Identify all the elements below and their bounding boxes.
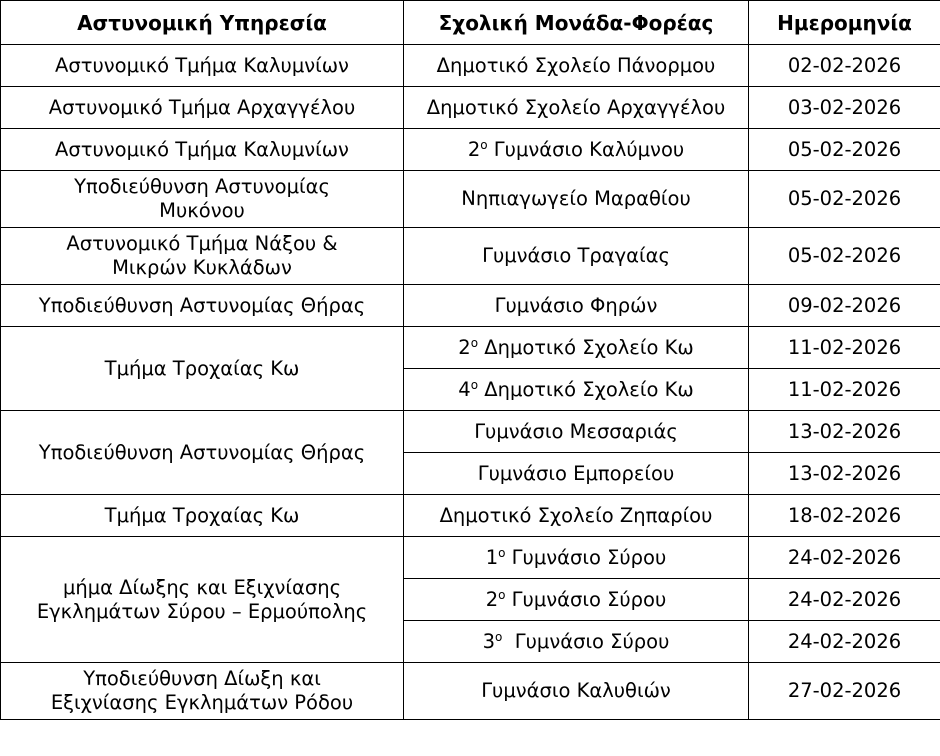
service-cell: Αστυνομικό Τμήμα Καλυμνίων (1, 129, 404, 171)
school-name: Γυμνάσιο Σύρου (502, 629, 670, 653)
service-line: μήμα Δίωξης και Εξιχνίασης (62, 575, 342, 599)
header-service: Αστυνομική Υπηρεσία (1, 1, 404, 45)
date-cell: 13-02-2026 (749, 453, 940, 495)
service-cell (1, 228, 404, 285)
school-number: 2 (467, 137, 481, 161)
school-cell: Δημοτικό Σχολείο Αρχαγγέλου (404, 87, 749, 129)
table-row (1, 663, 940, 720)
school-cell (404, 129, 749, 171)
service-cell: Υποδιεύθυνση Αστυνομίας Θήρας (1, 285, 404, 327)
ordinal-suffix: ο (495, 629, 503, 644)
ordinal-suffix: ο (498, 587, 506, 602)
table-row (1, 228, 940, 285)
school-name: Γυμνάσιο Καλύμνου (487, 137, 685, 161)
service-cell: Τμήμα Τροχαίας Κω (1, 327, 404, 411)
date-cell: 11-02-2026 (749, 369, 940, 411)
date-cell: 05-02-2026 (749, 129, 940, 171)
date-cell: 24-02-2026 (749, 621, 940, 663)
header-school: Σχολική Μονάδα-Φορέας (404, 1, 749, 45)
header-date: Ημερομηνία (749, 1, 940, 45)
date-cell: 02-02-2026 (749, 45, 940, 87)
school-cell: Νηπιαγωγείο Μαραθίου (404, 171, 749, 228)
school-name: Δημοτικό Σχολείο Κω (478, 377, 694, 401)
date-cell: 05-02-2026 (749, 171, 940, 228)
school-number: 1 (485, 545, 499, 569)
date-cell: 13-02-2026 (749, 411, 940, 453)
date-cell: 27-02-2026 (749, 663, 940, 720)
service-line: Μικρών Κυκλάδων (112, 256, 292, 279)
date-cell: 09-02-2026 (749, 285, 940, 327)
school-cell: Γυμνάσιο Φηρών (404, 285, 749, 327)
school-number: 3 (482, 629, 496, 653)
service-line: Υποδιεύθυνση Αστυνομίας (74, 175, 330, 198)
service-cell (1, 171, 404, 228)
date-cell: 11-02-2026 (749, 327, 940, 369)
service-cell: Υποδιεύθυνση Αστυνομίας Θήρας (1, 411, 404, 495)
school-cell (404, 537, 749, 579)
service-line: Αστυνομικό Τμήμα Νάξου & (66, 232, 338, 255)
ordinal-suffix: ο (480, 137, 488, 152)
service-cell (1, 537, 404, 663)
school-name: Γυμνάσιο Σύρου (505, 587, 667, 611)
ordinal-suffix: ο (470, 377, 479, 392)
school-name: Γυμνάσιο Σύρου (505, 545, 667, 569)
date-cell: 03-02-2026 (749, 87, 940, 129)
school-number: 2 (485, 587, 499, 611)
service-cell (1, 663, 404, 720)
school-cell: Γυμνάσιο Καλυθιών (404, 663, 749, 720)
service-cell: Τμήμα Τροχαίας Κω (1, 495, 404, 537)
table-row (1, 411, 940, 453)
ordinal-suffix: ο (470, 335, 479, 350)
school-cell: Δημοτικό Σχολείο Πάνορμου (404, 45, 749, 87)
service-line: Υποδιεύθυνση Δίωξη και (83, 667, 321, 690)
service-line: Εξιχνίασης Εγκλημάτων Ρόδου (50, 691, 354, 714)
school-cell: Γυμνάσιο Μεσσαριάς (404, 411, 749, 453)
table-row (1, 87, 940, 129)
table-row (1, 327, 940, 369)
school-cell: Γυμνάσιο Εμπορείου (404, 453, 749, 495)
school-number: 4 (458, 377, 471, 401)
school-cell: Γυμνάσιο Τραγαίας (404, 228, 749, 285)
service-line: Μυκόνου (159, 199, 245, 222)
table-row (1, 537, 940, 579)
school-name: Δημοτικό Σχολείο Κω (478, 335, 694, 359)
table-row (1, 171, 940, 228)
table-row (1, 45, 940, 87)
service-cell: Αστυνομικό Τμήμα Καλυμνίων (1, 45, 404, 87)
table-row (1, 495, 940, 537)
date-cell: 18-02-2026 (749, 495, 940, 537)
date-cell: 24-02-2026 (749, 579, 940, 621)
table-row (1, 129, 940, 171)
table-row (1, 285, 940, 327)
school-cell (404, 327, 749, 369)
date-cell: 24-02-2026 (749, 537, 940, 579)
service-cell: Αστυνομικό Τμήμα Αρχαγγέλου (1, 87, 404, 129)
service-line: Εγκλημάτων Σύρου – Ερμούπολης (36, 599, 368, 623)
school-cell (404, 579, 749, 621)
school-cell (404, 369, 749, 411)
school-number: 2 (458, 335, 471, 359)
ordinal-suffix: ο (498, 545, 506, 560)
school-cell (404, 621, 749, 663)
date-cell: 05-02-2026 (749, 228, 940, 285)
school-cell: Δημοτικό Σχολείο Ζηπαρίου (404, 495, 749, 537)
header-row (1, 1, 940, 45)
